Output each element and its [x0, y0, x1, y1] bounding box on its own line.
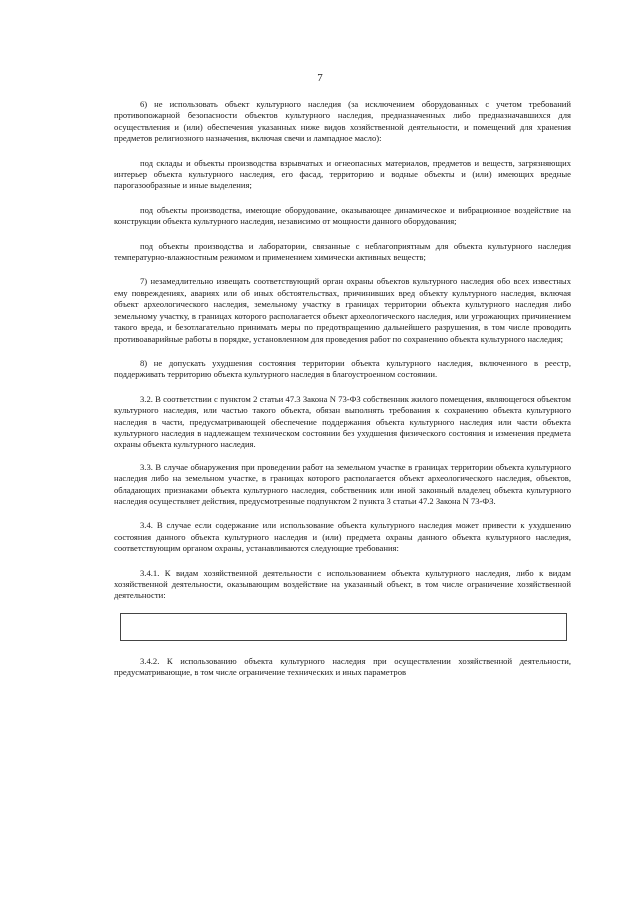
paragraph-3-3: 3.3. В случае обнаружения при проведении работ на земельном участке в границах территории объекта культурного наследия либо на земельном участке, в границах которого располагается объект археологического наследия, объектов, обладающих признаками объекта культурного наследия, собственник или иной законный владелец объекта культурного наследия осуществляет действия, предусмотренные подпунктом 2 пункта 3 статьи 47.2 Закона N 73-ФЗ. — [114, 461, 571, 506]
paragraph-warehouses: под склады и объекты производства взрывчатых и огнеопасных материалов, предметов и веществ, загрязняющих интерьер объекта культурного наследия, его фасад, территорию и водные объекты и (или) имеющих вредные парогазообразные и иные выделения; — [114, 157, 571, 191]
document-body — [114, 99, 571, 679]
empty-requirements-box — [120, 613, 567, 641]
paragraph-8: 8) не допускать ухудшения состояния территории объекта культурного наследия, включенного в реестр, поддерживать территорию объекта культурного наследия в благоустроенном состоянии. — [114, 357, 571, 380]
paragraph-3-4-2: 3.4.2. К использованию объекта культурного наследия при осуществлении хозяйственной деятельности, предусматривающие, в том числе ограничение технических и иных параметров — [114, 655, 571, 678]
paragraph-7: 7) незамедлительно извещать соответствующий орган охраны объектов культурного наследия обо всех известных ему повреждениях, авариях или об иных обстоятельствах, причинивших вред объекту культурного наследия, включая объект археологического наследия, земельному участку в границах территории объекта культурного наследия либо земельному участку, в границах которого располагается объект археологического наследия, или угрожающих причинением такого вреда, и безотлагательно принимать меры по предотвращению дальнейшего разрушения, в том числе проводить противоаварийные работы в порядке, установленном для проведения работ по сохранению объекта культурного наследия; — [114, 276, 571, 344]
paragraph-production-vibration: под объекты производства, имеющие оборудование, оказывающее динамическое и вибрационное воздействие на конструкции объекта культурного наследия, независимо от мощности данного оборудования; — [114, 204, 571, 227]
paragraph-6: 6) не использовать объект культурного наследия (за исключением оборудованных с учетом требований противопожарной безопасности объектов культурного наследия, предназначенных либо предназначавшихся для осуществления и (или) обеспечения указанных ниже видов хозяйственной деятельности, и помещений для хранения предметов религиозного назначения, включая свечи и лампадное масло): — [114, 99, 571, 144]
paragraph-3-4: 3.4. В случае если содержание или использование объекта культурного наследия может привести к ухудшению состояния данного объекта культурного наследия и (или) предмета охраны данного объекта культурного наследия, соответствующим органом охраны, устанавливаются следующие требования: — [114, 520, 571, 554]
page-number: 7 — [317, 72, 323, 84]
paragraph-laboratories: под объекты производства и лаборатории, связанные с неблагоприятным для объекта культурного наследия температурно-влажностным режимом и применением химически активных веществ; — [114, 240, 571, 263]
paragraph-3-4-1: 3.4.1. К видам хозяйственной деятельности с использованием объекта культурного наследия, либо к видам хозяйственной деятельности, оказывающим воздействие на указанный объект, в том числе ограничение хозяйственной деятельности: — [114, 567, 571, 601]
paragraph-3-2: 3.2. В соответствии с пунктом 2 статьи 47.3 Закона N 73-ФЗ собственник жилого помещения, являющегося объектом культурного наследия, или частью такого объекта, обязан выполнять требования к сохранению объекта культурного наследия в части, предусматривающей обеспечение поддержания объекта культурного наследия или части объекта культурного наследия в надлежащем техническом состоянии без ухудшения физического состояния и изменения предмета охраны объекта культурного наследия. — [114, 393, 571, 450]
